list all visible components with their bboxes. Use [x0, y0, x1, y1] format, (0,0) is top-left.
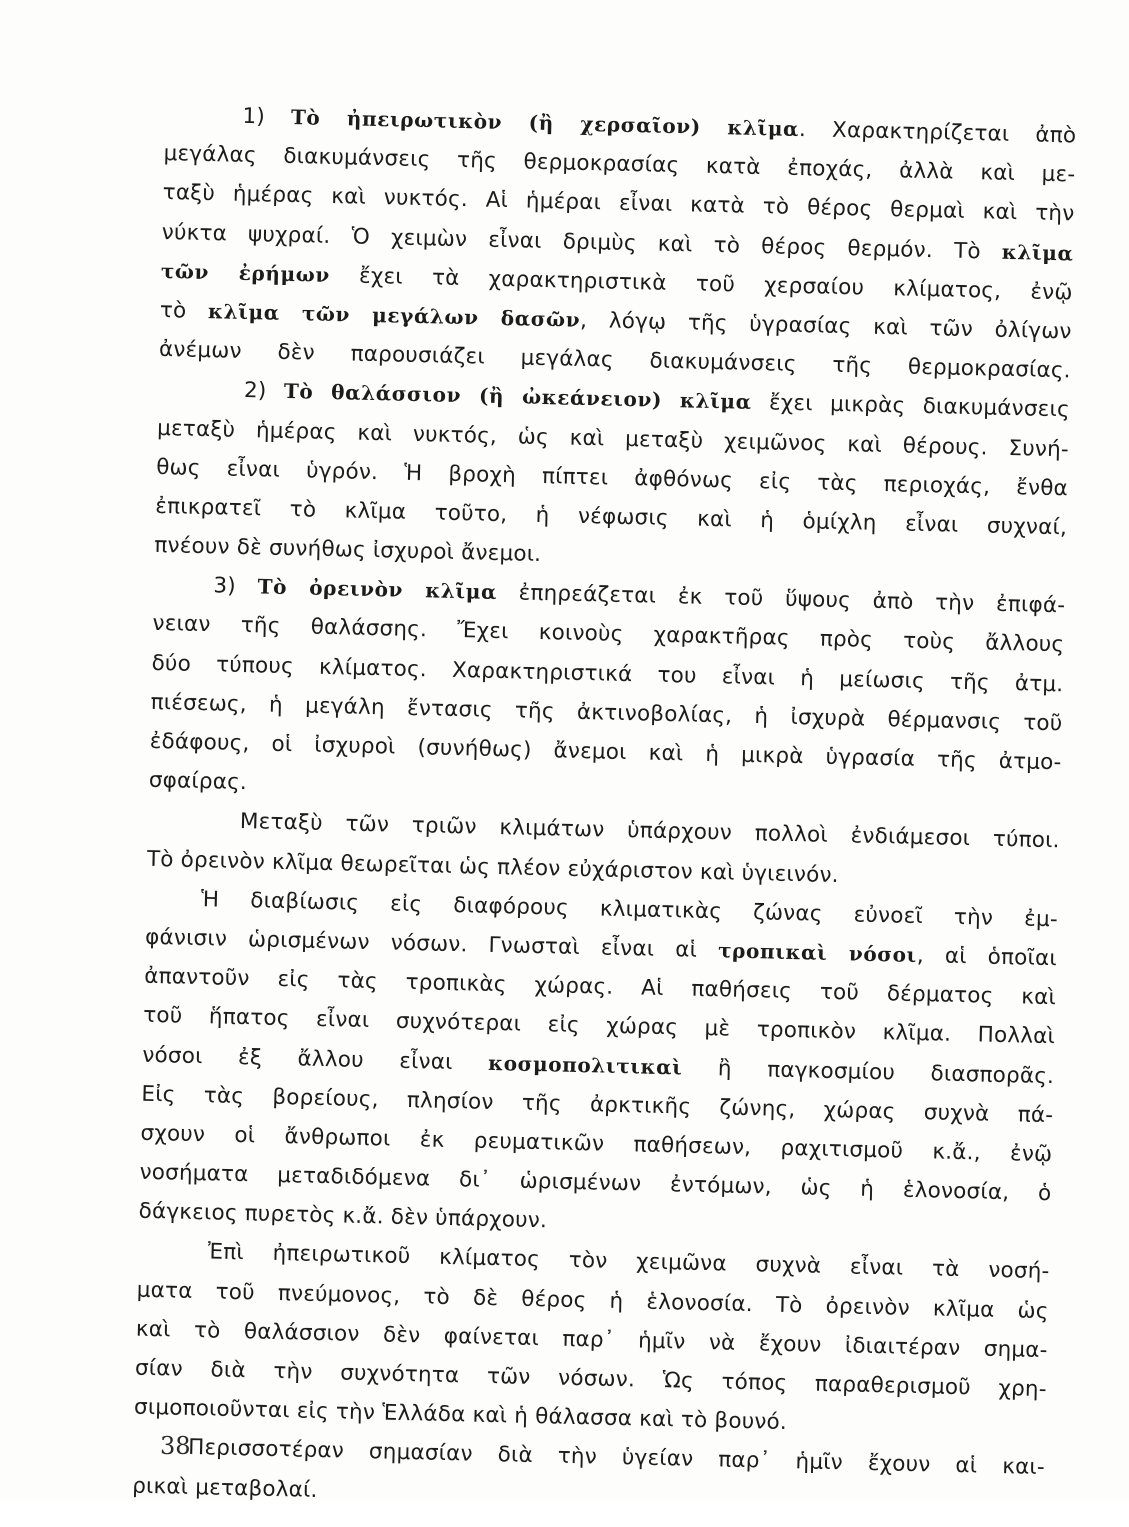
text-line: Τὸ ὀρεινὸν κλῖμα θεωρεῖται ὡς πλέον εὐχάριστον καὶ ὑγιεινόν. — [146, 846, 840, 888]
text-line: τῶν ἐρήμων ἔχει τὰ χαρακτηριστικὰ τοῦ χερσαίου κλίματος, ἐνῷ — [160, 258, 1073, 306]
text-line: νύκτα ψυχραί. Ὁ χειμὼν εἶναι δριμὺς καὶ τὸ θέρος θερμόν. Τὸ κλῖμα — [161, 219, 1074, 266]
text-line: πιέσεως, ἡ μεγάλη ἔντασις τῆς ἀκτινοβολίας, ἡ ἰσχυρὰ θέρμανσις τοῦ — [150, 689, 1063, 737]
text-line: τὸ κλῖμα τῶν μεγάλων δασῶν, λόγῳ τῆς ὑγρασίας καὶ τῶν ὀλίγων — [159, 297, 1072, 345]
text-line: νοσήματα μεταδιδόμενα δι᾿ ὡρισμένων ἐντόμων, ὡς ἡ ἑλονοσία, ὁ — [139, 1159, 1052, 1207]
term-forest-climate: κλῖμα τῶν μεγάλων δασῶν — [207, 299, 581, 332]
term-oceanic-climate: Τὸ θαλάσσιον (ἢ ὠκεάνειον) κλῖμα — [283, 379, 752, 415]
text-line: δάγκειος πυρετὸς κ.ἄ. δὲν ὑπάρχουν. — [138, 1198, 548, 1234]
text-line: Ἐπὶ ἠπειρωτικοῦ κλίματος τὸν χειμῶνα συχνὰ εἶναι τὰ νοσή- — [207, 1239, 1050, 1285]
text-line-continental-heading: 1) Τὸ ἠπειρωτικὸν (ἢ χερσαῖον) κλῖμα. Χαρακτηρίζεται ἀπὸ — [242, 103, 1077, 149]
text-line: ματα τοῦ πνεύμονος, τὸ δὲ θέρος ἡ ἑλονοσία. Τὸ ὀρεινὸν κλῖμα ὡς — [136, 1277, 1049, 1324]
text-line: σφαίρας. — [148, 768, 248, 796]
text-line: ἐδάφους, οἱ ἰσχυροὶ (συνήθως) ἄνεμοι καὶ ἡ μικρὰ ὑγρασία τῆς ἀτμο- — [149, 728, 1062, 776]
text-line: μεταξὺ ἡμέρας καὶ νυκτός, ὡς καὶ μεταξὺ χειμῶνος καὶ θέρους. Συνή- — [156, 415, 1070, 462]
text-line: δύο τύπους κλίματος. Χαρακτηριστικά του εἶναι ἡ μείωσις τῆς ἀτμ. — [151, 650, 1064, 697]
text-line: νειαν τῆς θαλάσσης. Ἔχει κοινοὺς χαρακτῆρας πρὸς τοὺς ἄλλους — [152, 611, 1065, 658]
text-line: καὶ τὸ θαλάσσιον δὲν φαίνεται παρ᾿ ἡμῖν νὰ ἔχουν ἰδιαιτέραν σημα- — [135, 1316, 1048, 1363]
term-desert-climate-part2: τῶν ἐρήμων — [160, 258, 331, 287]
text-line: ρικαὶ μεταβολαί. — [131, 1473, 318, 1503]
text-line: μεγάλας διακυμάνσεις τῆς θερμοκρασίας κατὰ ἐποχάς, ἀλλὰ καὶ με- — [163, 141, 1076, 188]
text-line: Περισσοτέραν σημασίαν διὰ τὴν ὑγείαν παρ᾿ ἡμῖν ἔχουν αἱ και- — [187, 1435, 1046, 1481]
text-line: ἀπαντοῦν εἰς τὰς τροπικὰς χώρας. Αἱ παθήσεις τοῦ δέρματος καὶ — [143, 963, 1057, 1011]
text-line: νόσοι ἐξ ἄλλου εἶναι κοσμοπολιτικαὶ ἢ παγκοσμίου διασπορᾶς. — [142, 1042, 1055, 1089]
text-line: ταξὺ ἡμέρας καὶ νυκτός. Αἱ ἡμέραι εἶναι κατὰ τὸ θέρος θερμαὶ καὶ τὴν — [162, 180, 1075, 227]
text-line: σχουν οἱ ἄνθρωποι ἐκ ρευματικῶν παθήσεων, ραχιτισμοῦ κ.ἄ., ἐνῷ — [140, 1120, 1053, 1168]
text-line: φάνισιν ὡρισμένων νόσων. Γνωσταὶ εἶναι αἱ τροπικαὶ νόσοι, αἱ ὁποῖαι — [144, 924, 1058, 972]
term-mountain-climate: Τὸ ὀρεινὸν κλῖμα — [257, 574, 498, 605]
page-body-text — [132, 95, 1077, 1527]
text-line: θως εἶναι ὑγρόν. Ἡ βροχὴ πίπτει ἀφθόνως εἰς τὰς περιοχάς, ἔνθα — [155, 454, 1069, 502]
text-line: ἐπικρατεῖ τὸ κλῖμα τοῦτο, ἡ νέφωσις καὶ ἡ ὁμίχλη εἶναι συχναί, — [155, 493, 1068, 541]
text-line: σίαν διὰ τὴν συχνότητα τῶν νόσων. Ὡς τόπος παραθερισμοῦ χρη- — [134, 1355, 1048, 1403]
text-line: σιμοποιοῦνται εἰς τὴν Ἑλλάδα καὶ ἡ θάλασσα καὶ τὸ βουνό. — [133, 1394, 788, 1436]
text-line-mountain-heading: 3) Τὸ ὀρεινὸν κλῖμα ἐπηρεάζεται ἐκ τοῦ ὕψους ἀπὸ τὴν ἐπιφά- — [213, 573, 1066, 619]
term-desert-climate-part1: κλῖμα — [1001, 239, 1074, 266]
text-line: Ἡ διαβίωσις εἰς διαφόρους κλιματικὰς ζώνας εὐνοεῖ τὴν ἐμ- — [200, 886, 1059, 933]
term-tropical-diseases: τροπικαὶ νόσοι — [717, 938, 918, 967]
page-number: 38 — [160, 1432, 191, 1460]
text-line: ἀνέμων δὲν παρουσιάζει μεγάλας διακυμάνσεις τῆς θερμοκρασίας. — [158, 337, 1072, 384]
text-line: τοῦ ἥπατος εἶναι συχνότεραι εἰς χώρας μὲ τροπικὸν κλῖμα. Πολλαὶ — [143, 1003, 1056, 1050]
text-line: πνέουν δὲ συνήθως ἰσχυροὶ ἄνεμοι. — [154, 532, 542, 568]
text-line: Εἰς τὰς βορείους, πλησίον τῆς ἀρκτικῆς ζώνης, χώρας συχνὰ πά- — [141, 1081, 1054, 1128]
term-continental-climate: Τὸ ἠπειρωτικὸν (ἢ χερσαῖον) κλῖμα — [290, 104, 800, 141]
term-cosmopolitan: κοσμοπολιτικαὶ — [487, 1050, 683, 1079]
text-line-oceanic-heading: 2) Τὸ θαλάσσιον (ἢ ὠκεάνειον) κλῖμα ἔχει μικρὰς διακυμάνσεις — [243, 378, 1071, 423]
text-line: Μεταξὺ τῶν τριῶν κλιμάτων ὑπάρχουν πολλοὶ ἐνδιάμεσοι τύποι. — [239, 809, 1060, 854]
